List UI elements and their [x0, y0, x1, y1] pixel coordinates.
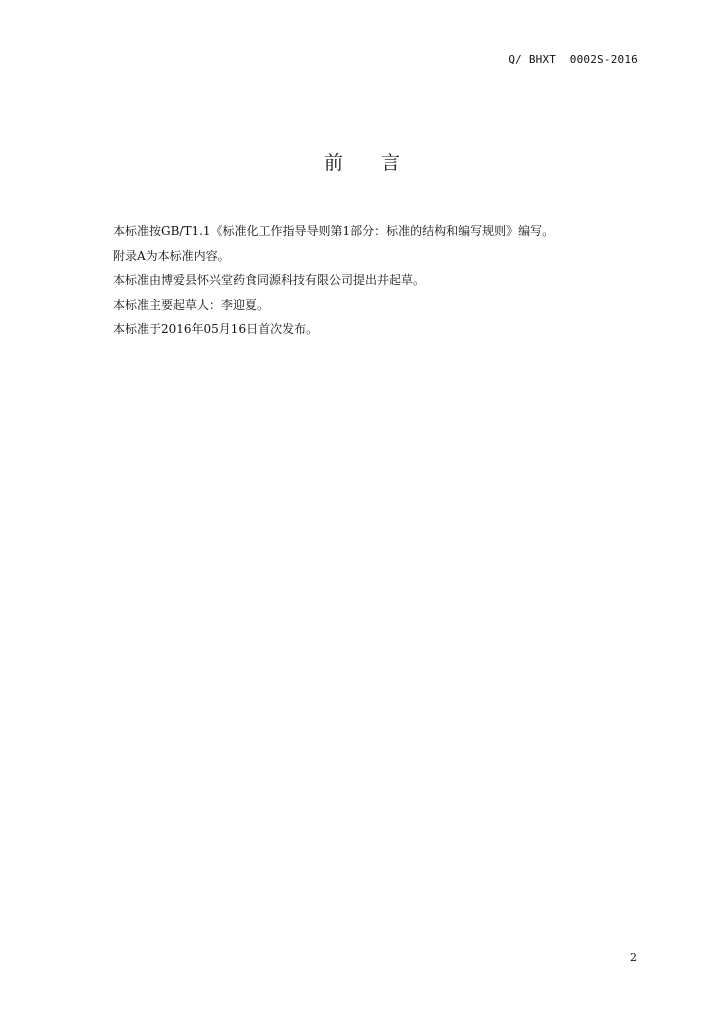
- paragraph: 附录A为本标准内容。: [113, 248, 230, 263]
- page-title: [0, 151, 724, 175]
- paragraph: 本标准主要起草人：李迎夏。: [113, 297, 270, 312]
- standard-code: Q/ BHXT 0002S-2016: [508, 53, 638, 66]
- page-number: 2: [630, 951, 637, 964]
- paragraph: 本标准按GB/T1.1《标准化工作指导导则第1部分：标准的结构和编写规则》编写。: [113, 224, 555, 238]
- paragraph: 本标准由博爱县怀兴堂药食同源科技有限公司提出并起草。: [113, 273, 426, 287]
- foreword-body: [113, 219, 643, 342]
- title-char-2: 言: [381, 152, 401, 174]
- title-char-1: 前: [323, 152, 343, 174]
- header-divider: [84, 71, 640, 72]
- paragraph: 本标准于2016年05月16日首次发布。: [113, 322, 319, 336]
